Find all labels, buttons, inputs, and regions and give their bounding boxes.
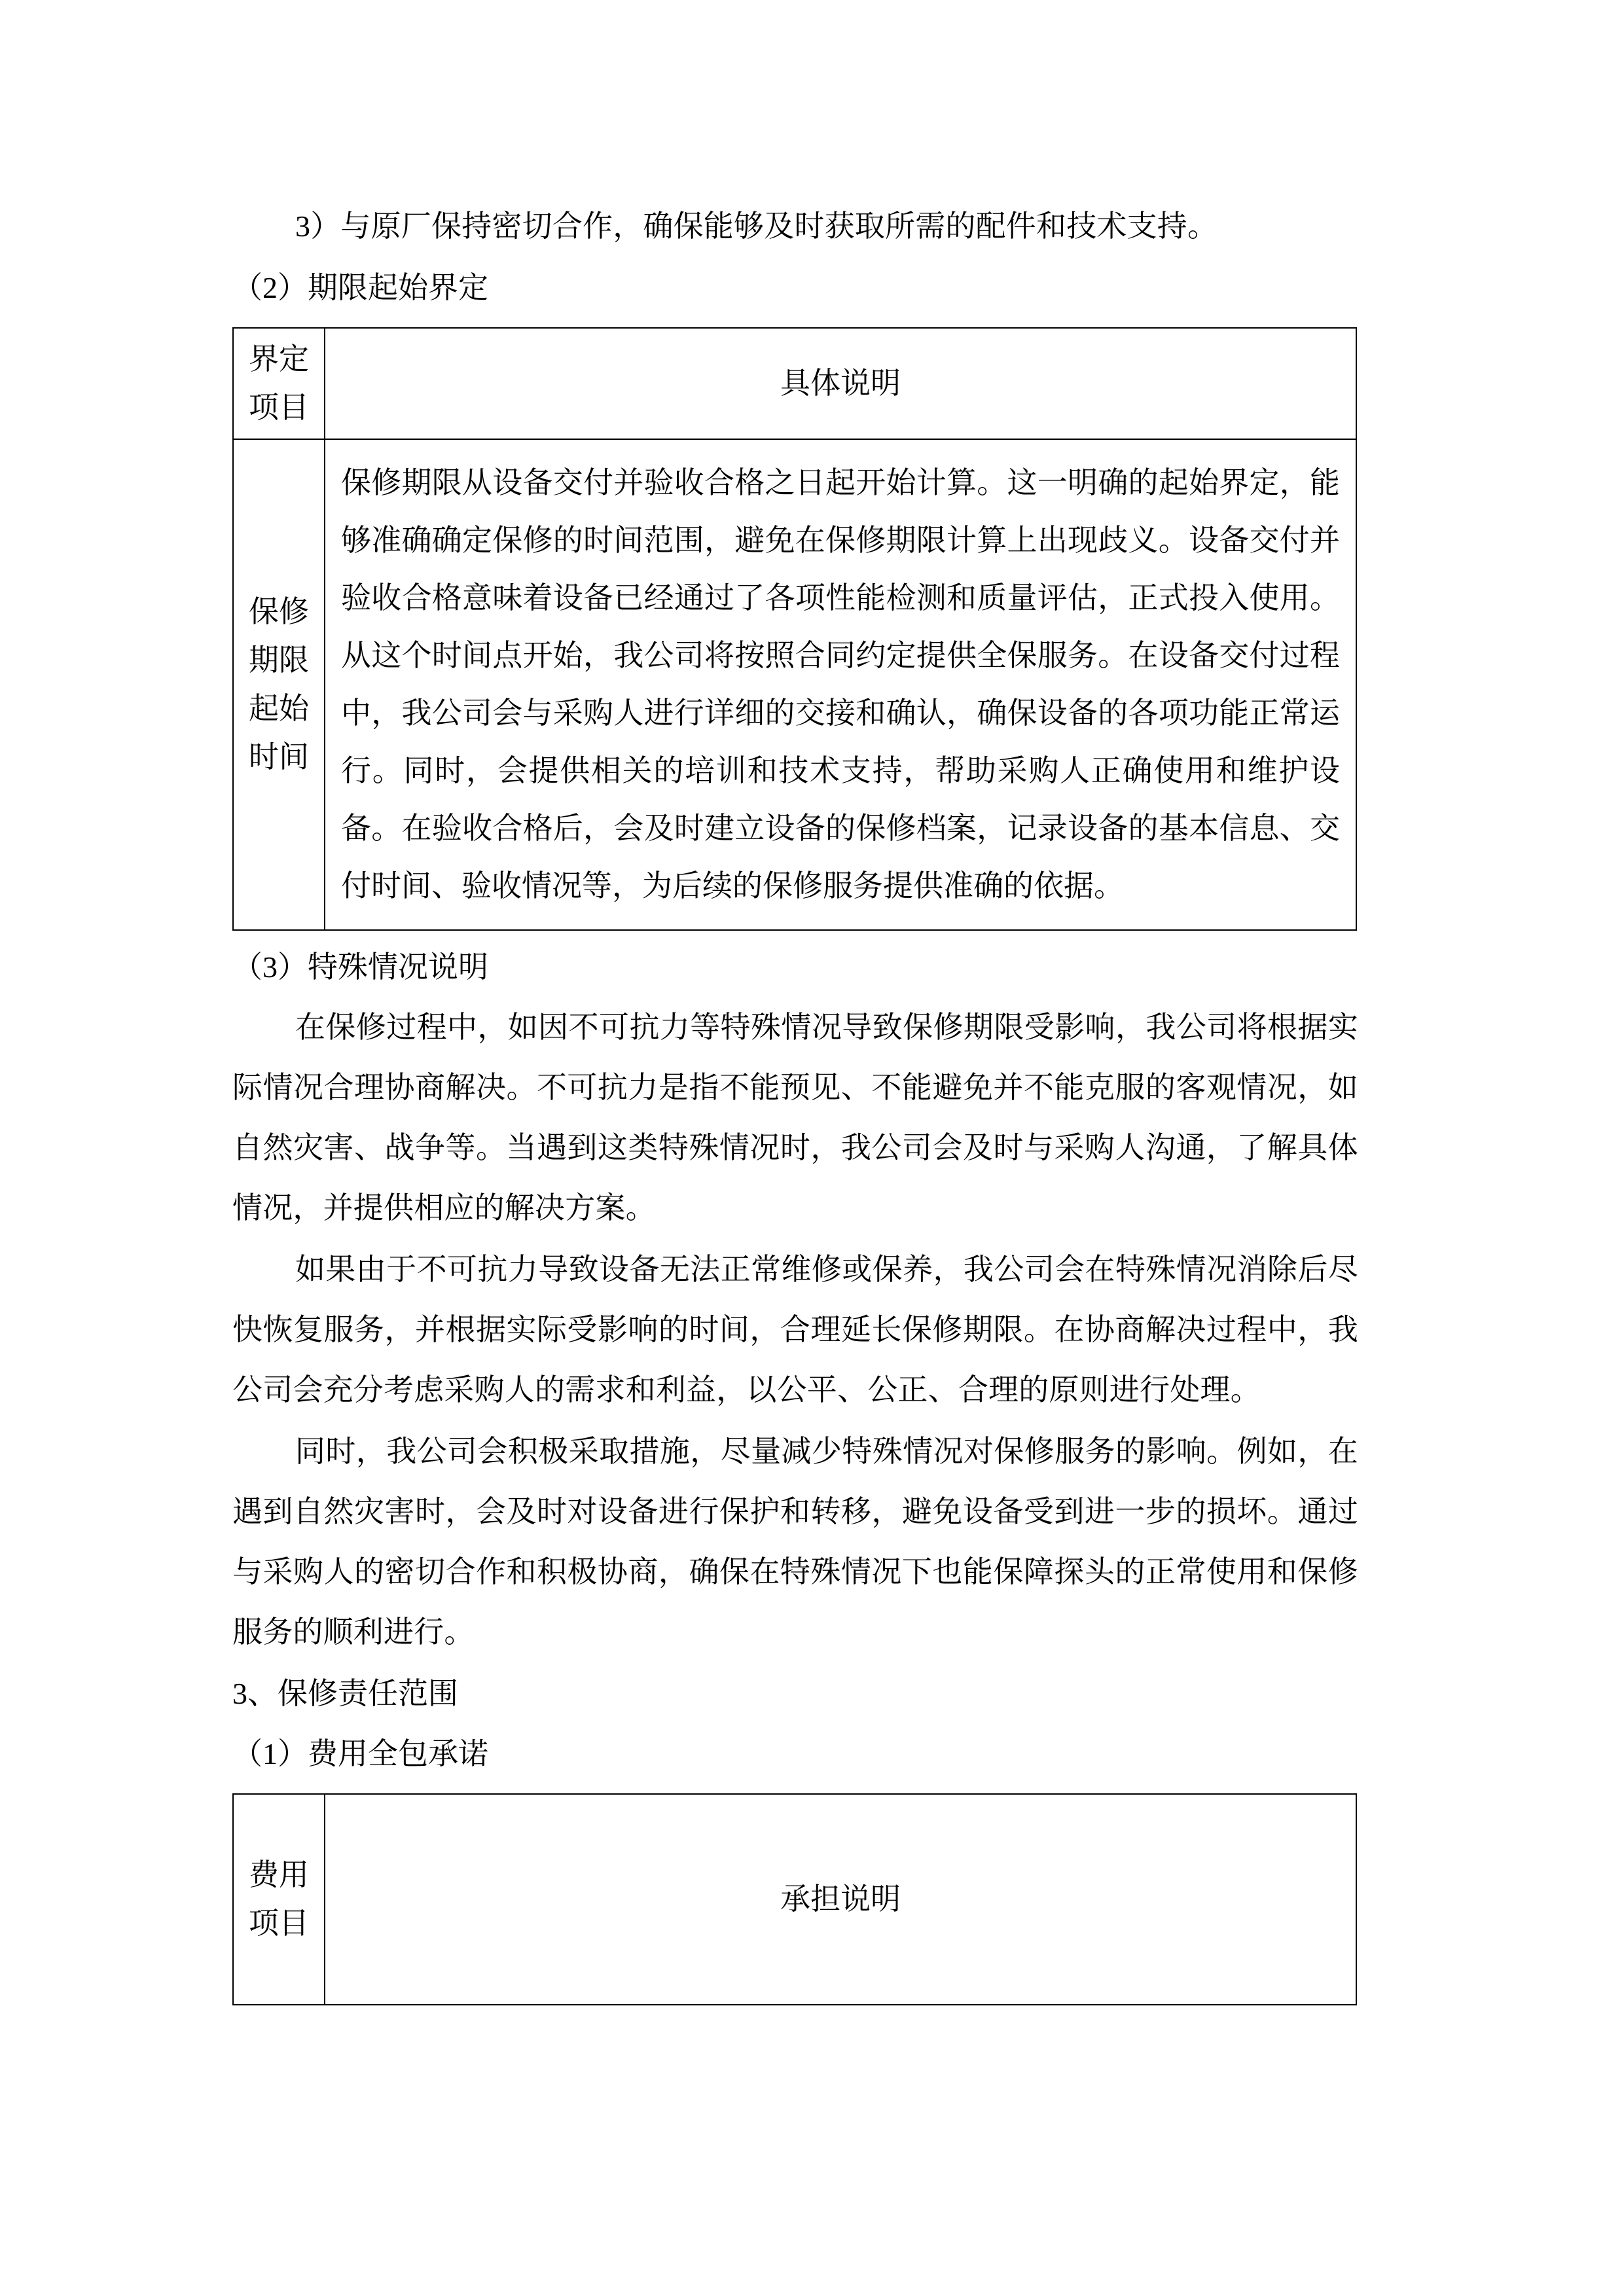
- table-header-cell-cost-label: [233, 1794, 325, 2005]
- table-cost-commitment: [232, 1793, 1357, 2005]
- heading-special-circumstances: （3）特殊情况说明: [232, 950, 488, 984]
- table-period-start-definition: [232, 327, 1357, 931]
- table-header-cost-label-text: 费用项目: [249, 1858, 309, 1940]
- paragraph-warranty-extension: 如果由于不可抗力导致设备无法正常维修或保养，我公司会在特殊情况消除后尽快恢复服务，并根据实际受影响的时间，合理延长保修期限。在协商解决过程中，我公司会充分考虑采购人的需求和利益，以公平、公正、合理的原则进行处理。: [232, 1253, 1358, 1407]
- table-header-label-text: 界定项目: [249, 342, 309, 424]
- paragraph-force-majeure-definition: 在保修过程中，如因不可抗力等特殊情况导致保修期限受影响，我公司将根据实际情况合理协商解决。不可抗力是指不能预见、不能避免并不能克服的客观情况，如自然灾害、战争等。当遇到这类特殊情况时，我公司会及时与采购人沟通，了解具体情况，并提供相应的解决方案。: [232, 1011, 1358, 1225]
- paragraph-mitigation-measures: 同时，我公司会积极采取措施，尽量减少特殊情况对保修服务的影响。例如，在遇到自然灾害时，会及时对设备进行保护和转移，避免设备受到进一步的损坏。通过与采购人的密切合作和积极协商，确保在特殊情况下也能保障探头的正常使用和保修服务的顺利进行。: [232, 1435, 1358, 1649]
- table-row: [233, 1794, 1356, 2005]
- table-header-cell-cost-description: [325, 1794, 1356, 2005]
- page-content: [232, 196, 1358, 2005]
- table-cell-row-description: [325, 439, 1356, 930]
- table-header-description-text: 具体说明: [780, 367, 901, 400]
- heading-period-start-definition: （2）期限起始界定: [232, 271, 488, 304]
- table-header-cell-description: [325, 328, 1356, 439]
- table-row: [233, 439, 1356, 930]
- table-row-label-text: 保修期限起始时间: [249, 595, 309, 774]
- table-row-description-text: 保修期限从设备交付并验收合格之日起开始计算。这一明确的起始界定，能够准确确定保修的时间范围，避免在保修期限计算上出现歧义。设备交付并验收合格意味着设备已经通过了各项性能检测和质量评估，正式投入使用。从这个时间点开始，我公司将按照合同约定提供全保服务。在设备交付过程中，我公司会与采购人进行详细的交接和确认，确保设备的各项功能正常运行。同时，会提供相关的培训和技术支持，帮助采购人正确使用和维护设备。在验收合格后，会及时建立设备的保修档案，记录设备的基本信息、交付时间、验收情况等，为后续的保修服务提供准确的依据。: [341, 466, 1340, 903]
- table-row: [233, 328, 1356, 439]
- table-header-cost-description-text: 承担说明: [780, 1882, 901, 1916]
- heading-warranty-responsibility-scope: 3、保修责任范围: [232, 1677, 458, 1710]
- table-cell-row-label: [233, 439, 325, 930]
- list-item-line-3: 3）与原厂保持密切合作，确保能够及时获取所需的配件和技术支持。: [295, 209, 1218, 243]
- table-header-cell-label: [233, 328, 325, 439]
- heading-all-inclusive-cost-commitment: （1）费用全包承诺: [232, 1737, 488, 1770]
